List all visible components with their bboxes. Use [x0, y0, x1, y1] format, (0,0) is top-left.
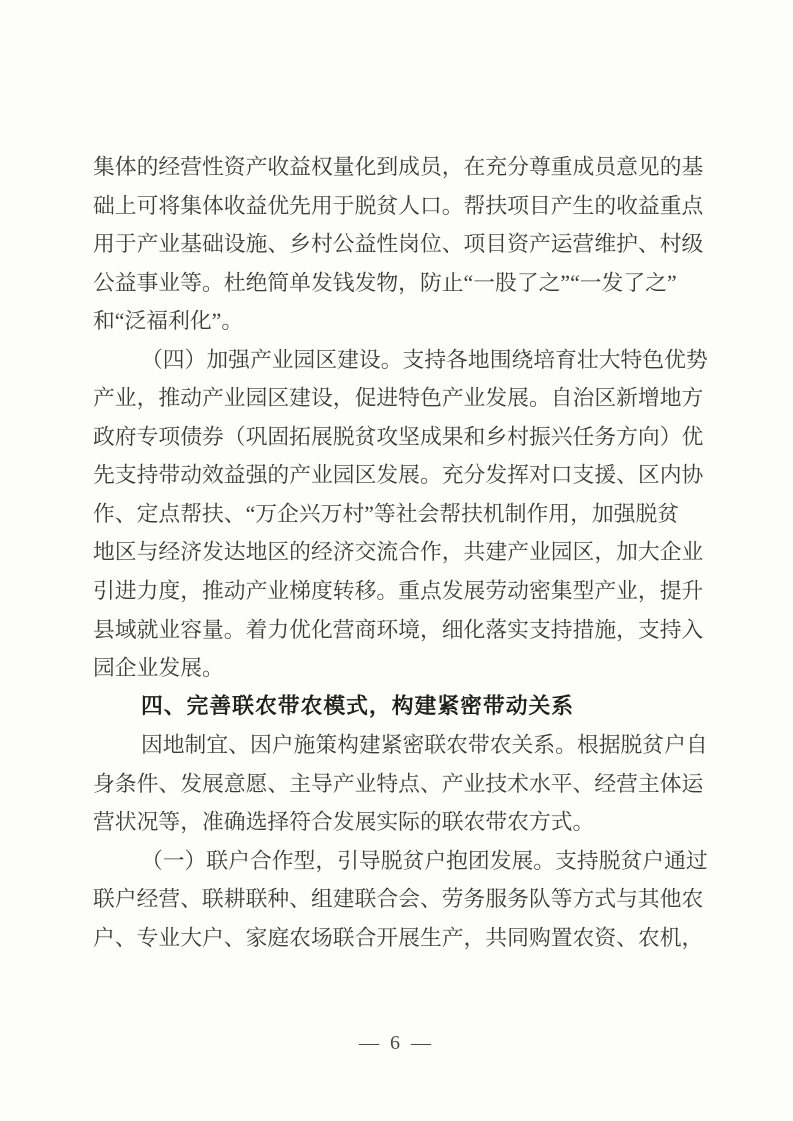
text-line: 础上可将集体收益优先用于脱贫人口。帮扶项目产生的收益重点 — [93, 193, 704, 218]
para-collective-income — [93, 148, 705, 341]
text-line: 作、定点帮扶、“万企兴万村”等社会帮扶机制作用，加强脱贫 — [93, 501, 680, 526]
document-body — [93, 148, 708, 957]
text-line: 先支持带动效益强的产业园区发展。充分发挥对口支援、区内协 — [93, 463, 704, 488]
text-line: 户、专业大户、家庭农场联合开展生产，共同购置农资、农机， — [93, 925, 704, 950]
text-line: 公益事业等。杜绝简单发钱发物，防止“一股了之”“一发了之” — [93, 270, 677, 295]
text-line: 集体的经营性资产收益权量化到成员，在充分尊重成员意见的基 — [93, 155, 704, 179]
text-line: （四）加强产业园区建设。支持各地围绕培育壮大特色优势 — [140, 347, 708, 372]
text-line: 引进力度，推动产业梯度转移。重点发展劳动密集型产业，提升 — [93, 579, 704, 604]
page-number: — 6 — — [359, 1032, 434, 1054]
text-line: 园企业发展。 — [93, 656, 224, 681]
text-line: （一）联户合作型，引导脱贫户抱团发展。支持脱贫户通过 — [140, 848, 708, 873]
heading-section-four — [93, 688, 705, 727]
page-footer — [0, 1028, 793, 1058]
text-line: 县域就业容量。着力优化营商环境，细化落实支持措施，支持入 — [93, 617, 704, 642]
text-line: 政府专项债券（巩固拓展脱贫攻坚成果和乡村振兴任务方向）优 — [93, 424, 704, 449]
heading-line: 四、完善联农带农模式，构建紧密带动关系 — [140, 693, 575, 719]
text-line: 地区与经济发达地区的经济交流合作，共建产业园区，加大企业 — [93, 540, 704, 565]
para-linkage-intro — [93, 726, 708, 842]
text-line: 身条件、发展意愿、主导产业特点、产业技术水平、经营主体运 — [93, 771, 704, 796]
para-industrial-parks — [93, 341, 708, 688]
text-line: 联户经营、联耕联种、组建联合会、劳务服务队等方式与其他农 — [93, 887, 704, 912]
text-line: 营状况等，准确选择符合发展实际的联农带农方式。 — [93, 810, 595, 835]
text-line: 因地制宜、因户施策构建紧密联农带农关系。根据脱贫户自 — [140, 733, 708, 758]
text-line: 和“泛福利化”。 — [93, 309, 244, 334]
para-joint-household-model — [93, 842, 708, 958]
text-line: 产业，推动产业园区建设，促进特色产业发展。自治区新增地方 — [93, 386, 704, 411]
text-line: 用于产业基础设施、乡村公益性岗位、项目资产运营维护、村级 — [93, 232, 704, 257]
